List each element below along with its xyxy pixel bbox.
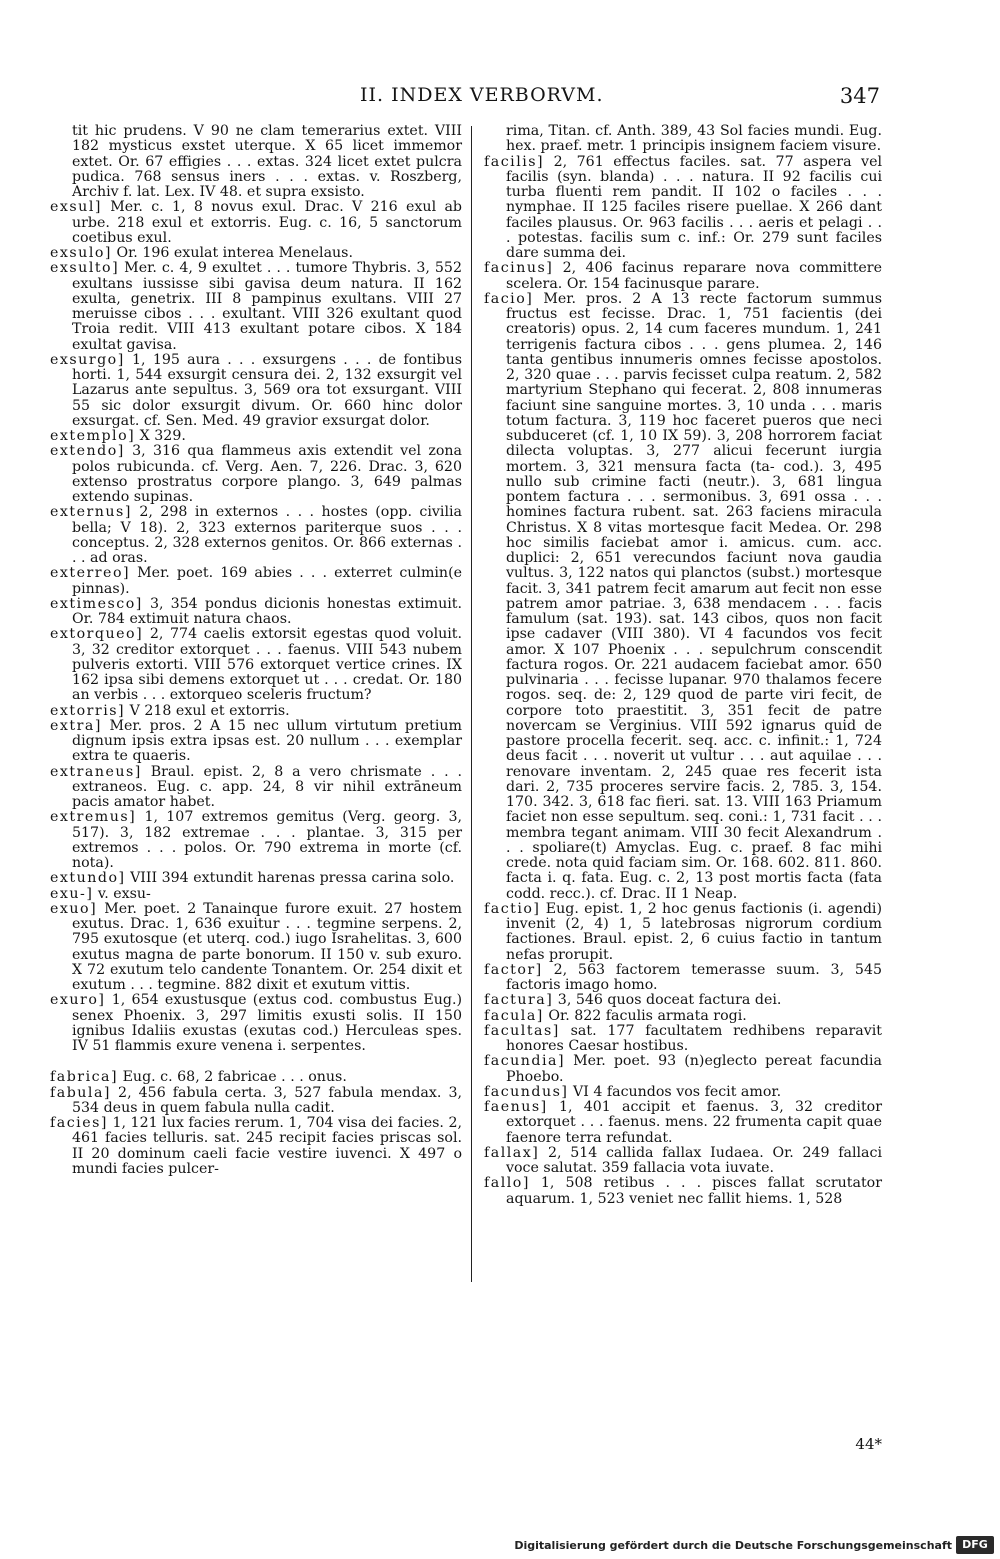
entry-lemma: facula] <box>484 1007 544 1024</box>
entry-lemma: factura] <box>484 992 554 1009</box>
entry-lemma: fabrica] <box>50 1069 119 1086</box>
entry-text: Mer. pros. 2 A 13 recte factorum summus fructus est fecisse. Drac. 1, 751 facientis (dei creatoris) opus. 2, 14 cum faceres mundum. 1, 241 terrigenis factura cibos . . . gens plumea. 2, 146 tanta gentibus innumeris omnes fecisse apostolos. 2, 320 quae . . . parvis fecisset culpa reatum. 2, 582 martyrium Stephano qui fecerat. 2, 808 innumeras faciunt sine sanguine mortes. 3, 10 unda . . . maris totum factura. 3, 119 hoc faceret pueros que neci subduceret (cf. 1, 10 IX 59). 3, 208 horrorem faciat dilecta voluptas. 3, 277 alicui fecerunt iurgia mortem. 3, 321 mensura facta (ta- cod.). 3, 495 nullo sub crimine facti (neutr.). 3, 681 lingua pontem factura . . . sermonibus. 3, 691 ossa . . . homines factura rubent. sat. 263 faciens miracula Christus. X 8 vitas mortesque facit Medea. Or. 298 hoc similis faciebat amor i. amicus. cum. acc. duplici: 2, 651 verecundos faciunt nova gaudia vultus. 3, 122 natos qui planctos (subst.) mortesque facit. 3, 341 patrem fecit amarum aut fecit non esse patrem amor patriae. 3, 638 mendacem . . . facis famulum (sat. 193). sat. 143 cibos, quos non facit ipse cadaver (VIII 380). VI 4 facundos vos fecit amor. X 107 Phoenix . . . sepulchrum conscendit factura rogos. Or. 221 audacem faciebat amor. 650 pulvinaria . . . fecisse lupanar. 970 thalamos fecere rogos. seq. de: 2, 129 quod de parte viri fecit, de corpore toto praestitit. 3, 351 fecit de patre novercam se Verginius. VIII 592 ignarus quid de pastore procella fecerit. seq. acc. c. infinit.: 1, 724 deus facit . . . noverit ut vultur . . . aut aquilae . . . renovare inventam. 2, 245 quae res fecerit ista dari. 2, 735 proceres servire facis. 2, 785. 3, 154. 170. 342. 3, 618 fac fieri. sat. 13. VIII 163 Priamum faciet non esse sepultum. seq. coni.: 1, 731 facit . . . membra tegant animam. VIII 30 fecit Alexandrum . . . spoliare(t) Amyclas. Eug. c. praef. 8 fac mihi crede. nota quid faciam sim. Or. 168. 602. 811. 860. facta i. q. fata. Eug. c. 2, 13 post mortis facta (fata codd. recc.). cf. Drac. II 1 Neap. <box>506 290 882 902</box>
dfg-logo: DFG <box>956 1536 994 1554</box>
index-entry <box>484 902 882 963</box>
entry-lemma: exterreo] <box>50 565 131 582</box>
entry-text: 1, 121 lux facies rerum. 1, 704 visa dei facies. 2, 461 facies telluris. sat. 245 recipit facies priscas sol. II 20 dominum caeli facie vestire iuvenci. X 497 o mundi facies pulcer- <box>72 1115 462 1177</box>
index-entry <box>50 505 462 566</box>
entry-text: 3, 316 qua flammeus axis extendit vel zona polos rubicunda. cf. Verg. Aen. 7, 226. Drac. 3, 620 extenso prostratus corpore plango. 3, 649 palmas extendo supinas. <box>72 443 462 505</box>
index-entry <box>484 1024 882 1055</box>
entry-lemma: fallo] <box>484 1175 530 1192</box>
index-entry <box>50 871 462 886</box>
entry-lemma: facies] <box>50 1115 108 1131</box>
entry-continuation <box>484 124 882 155</box>
index-entry <box>484 993 882 1008</box>
index-entry <box>484 1054 882 1085</box>
signature-mark: 44* <box>855 1435 882 1453</box>
entry-text: 2, 406 facinus reparare nova committere scelera. Or. 154 facinusque parare. <box>506 260 882 292</box>
entry-lemma: extendo] <box>50 443 125 460</box>
index-entry <box>484 155 882 262</box>
entry-lemma: factor] <box>484 961 543 978</box>
section-gap <box>50 1054 462 1070</box>
entry-lemma: factio] <box>484 900 541 917</box>
entry-text: Eug. epist. 1, 2 hoc genus factionis (i. agendi) invenit (2, 4) 1, 5 latebrosas nigrorum cordium factiones. Braul. epist. 2, 6 cuius factio in tantum nefas prorupit. <box>506 900 882 963</box>
left-column <box>50 124 462 1177</box>
index-entry <box>50 261 462 353</box>
entry-lemma: exuro] <box>50 992 106 1009</box>
index-entry <box>50 597 462 628</box>
entry-text: 1, 508 retibus . . . pisces fallat scrutator aquarum. 1, 523 veniet nec fallit hiems. 1, 528 <box>506 1175 882 1207</box>
entry-lemma: exu-] <box>50 885 94 902</box>
entry-lemma: fabula] <box>50 1084 111 1101</box>
entry-text: Eug. c. 68, 2 fabricae . . . onus. <box>122 1069 347 1086</box>
entry-lemma: extundo] <box>50 870 126 887</box>
entry-text: Mer. poet. 169 abies . . . exterret culmin(e pinnas). <box>72 565 463 597</box>
entry-lemma: facinus] <box>484 260 554 277</box>
entry-lemma: extorris] <box>50 702 126 719</box>
entry-lemma: exsul] <box>50 199 102 216</box>
entry-text: 2, 456 fabula certa. 3, 527 fabula mendax. 3, 534 deus in quem fabula nulla cadit. <box>72 1084 463 1116</box>
index-entry <box>50 444 462 505</box>
entry-text: Or. 822 faculis armata rogi. <box>548 1007 747 1024</box>
index-entry <box>50 902 462 994</box>
entry-text: Mer. c. 4, 9 exultet . . . tumore Thybris. 3, 552 exultans iussisse sibi gavisa deum natura. II 162 exulta, genetrix. III 8 pampinus exultans. VIII 27 meruisse cibos . . . exultant. VIII 326 exultant quod Troia redit. VIII 413 exultant potare cibos. X 184 exultat gavisa. <box>72 260 462 353</box>
entry-text: Mer. poet. 93 (n)eglecto pereat facundia Phoebo. <box>506 1053 882 1085</box>
entry-text: Or. 196 exulat interea Menelaus. <box>116 245 353 261</box>
entry-text: 1, 195 aura . . . exsurgens . . . de fontibus horti. 1, 544 exsurgit censura dei. 2, 132 exsurgit vel Lazarus ante sepultus. 3, 569 ora tot exsurgant. VIII 55 sic dolor exsurgit divum. Or. 660 hinc dolor exsurgat. cf. Sen. Med. 49 gravior exsurgat dolor. <box>72 351 462 429</box>
entry-lemma: exsulto] <box>50 260 120 277</box>
entry-lemma: extraneus] <box>50 763 142 780</box>
entry-lemma: facundus] <box>484 1083 569 1100</box>
entry-lemma: extemplo] <box>50 428 136 444</box>
entry-text: X 329. <box>139 428 186 444</box>
entry-lemma: extremus] <box>50 809 137 826</box>
running-title: II. INDEX VERBORVM. <box>360 84 604 106</box>
index-entry <box>50 1070 462 1085</box>
page-number: 347 <box>839 84 880 108</box>
entry-lemma: facio] <box>484 290 534 307</box>
entry-text: Mer. c. 1, 8 novus exul. Drac. V 216 exul ab urbe. 218 exul et extorris. Eug. c. 16, 5 sanctorum coetibus exul. <box>72 199 462 246</box>
entry-text: 1, 401 accipit et faenus. 3, 32 creditor extorquet . . . faenus. mens. 22 frumenta capit quae faenore terra refundat. <box>506 1099 882 1146</box>
entry-text: Braul. epist. 2, 8 a vero chrismate . . . extraneos. Eug. c. app. 24, 8 vir nihil extrāneum pacis amator habet. <box>72 763 462 810</box>
entry-text: 2, 563 factorem temerasse suum. 3, 545 factoris imago homo. <box>506 961 883 993</box>
index-entry <box>50 887 462 902</box>
index-entry <box>484 261 882 292</box>
index-entry <box>50 246 462 261</box>
index-entry <box>484 1146 882 1177</box>
entry-lemma: exsurgo] <box>50 351 125 368</box>
entry-text: 1, 654 exustusque (extus cod. combustus Eug.) senex Phoenix. 3, 297 limitis exusti solis. II 150 ignibus Idaliis exustas (exutas cod.) Herculeas spes. IV 51 flammis exure venena i. serpentes. <box>72 992 462 1054</box>
entry-lemma: exsulo] <box>50 245 112 261</box>
entry-text: 1, 107 extremos gemitus (Verg. georg. 3, 517). 3, 182 extremae . . . plantae. 3, 315 per extremos . . . polos. Or. 790 extrema in morte (cf. nota). <box>72 809 463 871</box>
index-entry <box>50 429 462 444</box>
index-entry <box>484 963 882 994</box>
entry-lemma: exuo] <box>50 900 98 917</box>
entry-text: VI 4 facundos vos fecit amor. <box>572 1083 782 1100</box>
index-entry <box>50 200 462 246</box>
entry-text: V 218 exul et extorris. <box>129 702 290 719</box>
entry-lemma: facultas] <box>484 1022 560 1039</box>
entry-text: sat. 177 facultatem redhibens reparavit honores Caesar hostibus. <box>506 1022 883 1054</box>
index-entry <box>50 627 462 703</box>
entry-lemma: extimesco] <box>50 595 143 612</box>
entry-text: 2, 761 effectus faciles. sat. 77 aspera vel facilis (syn. blanda) . . . natura. II 92 facilis cui turba fluenti rem pandit. II 102 o faciles . . . nymphae. II 125 faciles risere puellae. X 266 dant faciles plausus. Or. 963 facilis . . . aeris et pelagi . . . potestas. facilis sum c. inf.: Or. 279 sunt faciles dare summa dei. <box>506 153 883 261</box>
index-entry <box>50 566 462 597</box>
entry-lemma: extra] <box>50 717 102 734</box>
entry-text: rima, Titan. cf. Anth. 389, 43 Sol facies mundi. Eug. hex. praef. metr. 1 principis insignem faciem visure. <box>506 123 882 155</box>
index-entry <box>50 719 462 765</box>
index-entry <box>50 810 462 871</box>
entry-lemma: faenus] <box>484 1099 548 1115</box>
entry-text: 2, 774 caelis extorsit egestas quod voluit. 3, 32 creditor extorquet . . . faenus. VIII 543 nubem pulveris extorti. VIII 576 extorquet vertice crines. IX 162 ipsa sibi demens extorquet ut . . . credat. Or. 180 an verbis . . . extorqueo sceleris fructum? <box>72 626 462 704</box>
entry-lemma: facilis] <box>484 153 545 170</box>
index-entry <box>484 1100 882 1146</box>
footer <box>0 1533 1000 1559</box>
entry-lemma: externus] <box>50 504 132 521</box>
entry-text: 3, 546 quos doceat factura dei. <box>557 992 782 1009</box>
page-header <box>60 84 880 112</box>
entry-lemma: fallax] <box>484 1144 540 1161</box>
index-entry <box>50 1116 462 1177</box>
index-entry <box>50 765 462 811</box>
entry-continuation <box>50 124 462 200</box>
index-entry <box>50 1086 462 1117</box>
index-entry <box>50 993 462 1054</box>
entry-text: VIII 394 extundit harenas pressa carina solo. <box>130 870 455 887</box>
entry-lemma: facundia] <box>484 1053 566 1070</box>
entry-text: Mer. pros. 2 A 15 nec ullum virtutum pretium dignum ipsis extra ipsas est. 20 nullum . . . exemplar extra te quaeris. <box>72 717 463 765</box>
index-entry <box>484 1009 882 1024</box>
entry-text: 2, 514 callida fallax Iudaea. Or. 249 fallaci voce salutat. 359 fallacia vota iuvate. <box>506 1144 882 1176</box>
entry-text: tit hic prudens. V 90 ne clam temerarius extet. VIII 182 mysticus exstet uterque. X 65 licet immemor extet. Or. 67 effigies . . . extas. 324 licet extet pulcra pudica. 768 sensus iners . . . extas. v. Roszberg, Archiv f. lat. Lex. IV 48. et supra exsisto. <box>72 123 462 200</box>
index-entry <box>50 353 462 429</box>
funding-notice: Digitalisierung gefördert durch die Deutsche Forschungsgemeinschaft <box>514 1539 952 1552</box>
column-divider <box>471 126 472 1282</box>
index-entry <box>50 704 462 719</box>
entry-lemma: extorqueo] <box>50 626 144 643</box>
entry-text: Mer. poet. 2 Tanainque furore exuit. 27 hostem exutus. Drac. 1, 636 exuitur . . . tegmine serpens. 2, 795 exutosque (et uterq. cod.) iugo Israhelitas. 3, 600 exutus magna de parte bonorum. II 150 v. sub exuro. X 72 exutum telo candente Tonantem. Or. 254 dixit et exutum . . . tegmine. 882 dixit et exutum vittis. <box>72 900 462 993</box>
entry-text: 3, 354 pondus dicionis honestas extimuit. Or. 784 extimuit natura chaos. <box>72 595 462 627</box>
index-entry <box>484 1085 882 1100</box>
right-column <box>484 124 882 1207</box>
entry-text: 2, 298 in externos . . . hostes (opp. civilia bella; V 18). 2, 323 externos pariterque suos . . . conceptus. 2, 328 externos genitos. Or. 866 externas . . . ad oras. <box>72 504 462 566</box>
entry-text: v. exsu- <box>97 885 151 902</box>
index-entry <box>484 1176 882 1207</box>
index-entry <box>484 292 882 902</box>
